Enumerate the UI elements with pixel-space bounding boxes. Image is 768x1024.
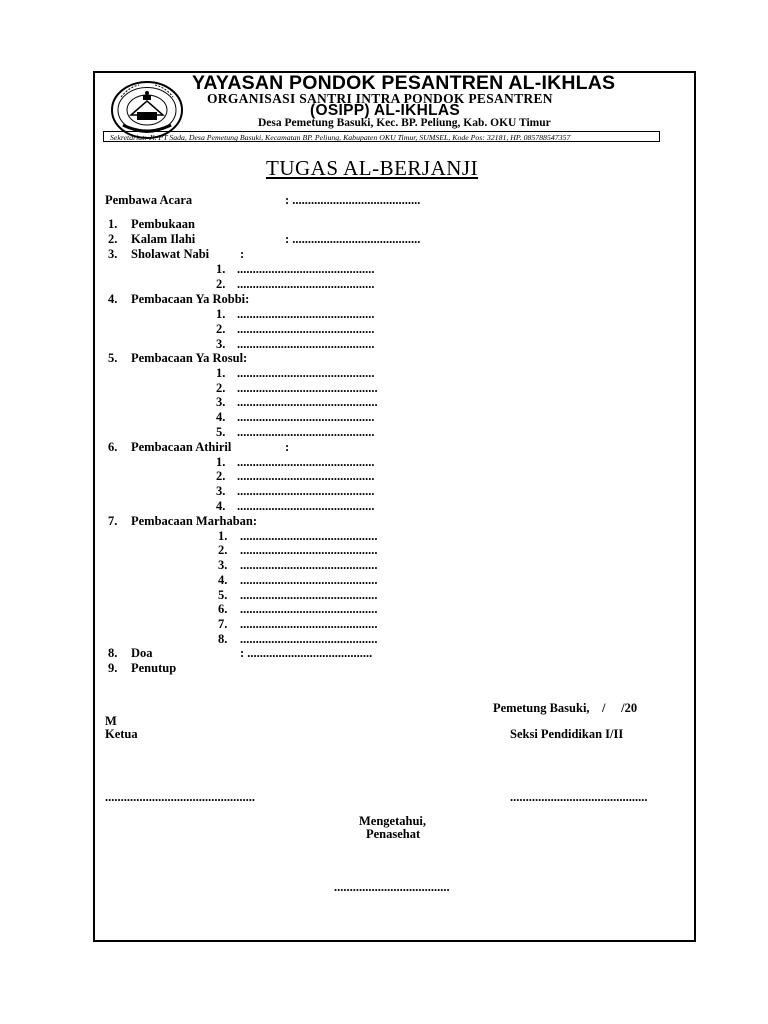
address: Desa Pemetung Basuki, Kec. BP. Peliung, Kab. OKU Timur (258, 117, 551, 129)
sub-line: ............................................ (240, 558, 378, 572)
sub-line: ............................................ (240, 543, 378, 557)
sub-line: ............................................ (237, 337, 375, 351)
item-number: 3. (108, 247, 118, 261)
mc-label: Pembawa Acara (105, 193, 193, 207)
item-value: : ........................................ (240, 646, 373, 660)
item-label: Sholawat Nabi (131, 247, 210, 261)
item-label: Penutup (131, 661, 177, 675)
sub-number: 4. (216, 410, 226, 424)
sub-line: ............................................. (237, 395, 378, 409)
sub-number: 1. (216, 366, 226, 380)
item-colon: : (285, 440, 290, 454)
foundation-name: YAYASAN PONDOK PESANTREN AL-IKHLAS (192, 72, 616, 94)
sub-number: 3. (216, 484, 226, 498)
sub-line: ............................................ (237, 366, 375, 380)
sub-number: 1. (218, 529, 228, 543)
place-date: Pemetung Basuki, / /20 (493, 701, 638, 715)
item-number: 9. (108, 661, 118, 675)
page-title: TUGAS AL-BERJANJI (266, 156, 479, 180)
item-label: Doa (131, 646, 153, 660)
sub-line: ............................................ (237, 455, 375, 469)
education-section-label: Seksi Pendidikan I/II (510, 727, 624, 741)
sub-number: 4. (216, 499, 226, 513)
item-label: Kalam Ilahi (131, 232, 196, 246)
sub-number: 3. (216, 395, 226, 409)
item-label: Pembacaan Marhaban: (131, 514, 258, 528)
item-number: 1. (108, 217, 118, 231)
sub-number: 2. (216, 381, 226, 395)
chairman-label: Ketua (105, 727, 138, 741)
sub-number: 5. (218, 588, 228, 602)
item-label: Pembacaan Ya Rosul: (131, 351, 248, 365)
mc-value: : ......................................... (285, 193, 421, 207)
item-number: 5. (108, 351, 118, 365)
sub-line: ............................................ (237, 499, 375, 513)
organization-abbreviation: (OSIPP) AL-IKHLAS (310, 102, 461, 119)
sub-line: ............................................ (237, 410, 375, 424)
sub-line: ............................................ (240, 573, 378, 587)
sub-number: 2. (216, 469, 226, 483)
item-label: Pembukaan (131, 217, 195, 231)
sub-line: ............................................ (237, 322, 375, 336)
acknowledge-label: Mengetahui, (359, 814, 427, 828)
item-colon: : (240, 247, 245, 261)
sub-line: ............................................ (240, 529, 378, 543)
sub-number: 4. (218, 573, 228, 587)
sub-line: ............................................ (240, 632, 378, 646)
item-value: : ......................................... (285, 232, 421, 246)
sub-number: 2. (218, 543, 228, 557)
sub-number: 6. (218, 602, 228, 616)
item-number: 7. (108, 514, 118, 528)
sub-number: 1. (216, 307, 226, 321)
sub-number: 8. (218, 632, 228, 646)
secretariat-line: Sekretariat: Jl. PT Sada, Desa Pemetung Basuki, Kecamatan BP. Peliung, Kabupaten OKU Timur, SUMSEL, Kode Pos: 32181, HP. 085788547357 (103, 131, 660, 142)
sub-number: 2. (216, 322, 226, 336)
item-number: 8. (108, 646, 118, 660)
sub-number: 5. (216, 425, 226, 439)
sub-line: ............................................ (240, 588, 378, 602)
item-number: 6. (108, 440, 118, 454)
sub-number: 3. (216, 337, 226, 351)
sub-line: ............................................ (237, 262, 375, 276)
item-number: 2. (108, 232, 118, 246)
item-label: Pembacaan Ya Robbi: (131, 292, 250, 306)
item-label: Pembacaan Athiril (131, 440, 232, 454)
sub-line: ............................................ (237, 425, 375, 439)
sub-line: ............................................ (237, 484, 375, 498)
advisor-label: Penasehat (366, 827, 421, 841)
sub-number: 2. (216, 277, 226, 291)
education-signature-line: ............................................ (510, 790, 648, 804)
sub-number: 7. (218, 617, 228, 631)
chairman-signature-line: ................................................ (105, 790, 255, 804)
sub-number: 3. (218, 558, 228, 572)
sub-number: 1. (216, 262, 226, 276)
sub-line: ............................................ (237, 469, 375, 483)
sub-line: ............................................ (240, 617, 378, 631)
organization-name: ORGANISASI SANTRI INTRA PONDOK PESANTREN (207, 91, 553, 106)
advisor-signature-line: ..................................... (334, 880, 450, 894)
sub-line: ............................................ (240, 602, 378, 616)
sub-number: 1. (216, 455, 226, 469)
sub-line: ............................................ (237, 277, 375, 291)
sub-line: ............................................ (237, 307, 375, 321)
m-mark: M (105, 714, 117, 728)
item-number: 4. (108, 292, 118, 306)
sub-line: ............................................. (237, 381, 378, 395)
